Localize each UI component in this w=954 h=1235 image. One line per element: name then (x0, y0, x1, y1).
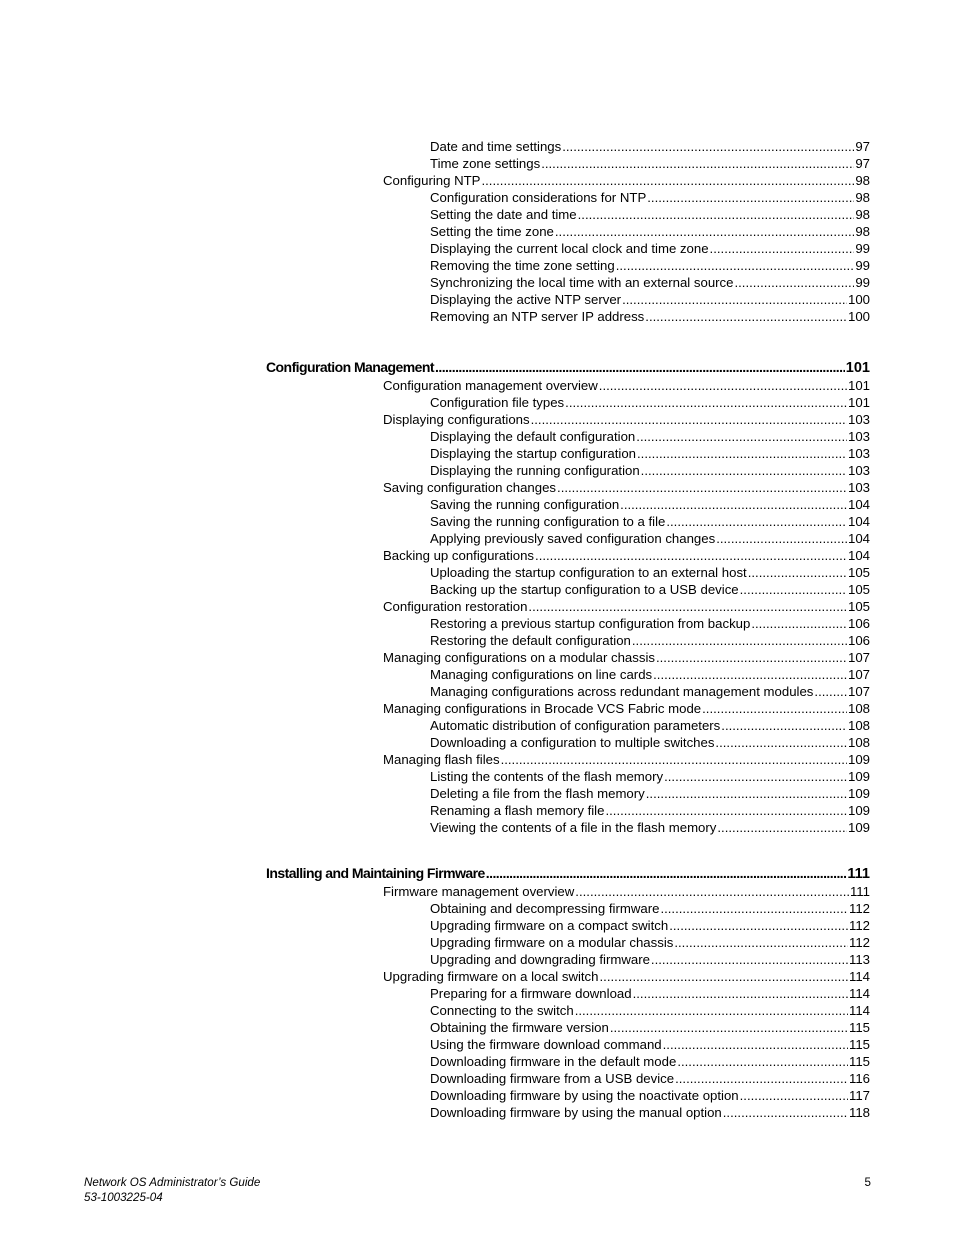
toc-subsection-entry[interactable] (430, 564, 870, 581)
toc-subsection-entry[interactable] (430, 666, 870, 683)
dot-leader (814, 683, 847, 700)
dot-leader (501, 751, 847, 768)
toc-section-entry[interactable] (383, 968, 870, 985)
toc-subsection-entry[interactable] (430, 394, 870, 411)
toc-entry-title: Managing configurations across redundant management modules (430, 684, 814, 699)
toc-entry-title: Downloading a configuration to multiple switches (430, 735, 715, 750)
toc-entry-page: 98 (855, 173, 870, 188)
dot-leader (645, 308, 847, 325)
toc-entry-page: 104 (847, 548, 870, 563)
toc-entry-page: 99 (855, 241, 870, 256)
dot-leader (677, 1053, 848, 1070)
dot-leader (664, 768, 847, 785)
toc-entry-page: 115 (848, 1037, 870, 1052)
toc-entry-page: 103 (847, 446, 870, 461)
toc-entry-title: Listing the contents of the flash memory (430, 769, 664, 784)
toc-entry-title: Obtaining and decompressing firmware (430, 901, 660, 916)
toc-entry-title: Downloading firmware by using the manual option (430, 1105, 722, 1120)
toc-entry-page: 101 (847, 395, 870, 410)
toc-chapter-installing-firmware (266, 863, 870, 1121)
toc-subsection-entry[interactable] (430, 513, 870, 530)
toc-entry-title: Viewing the contents of a file in the flash memory (430, 820, 717, 835)
toc-entry-page: 116 (848, 1071, 870, 1086)
dot-leader (740, 1087, 848, 1104)
dot-leader (557, 479, 847, 496)
toc-subsection-entry[interactable] (430, 206, 870, 223)
toc-entry-title: Displaying the current local clock and time zone (430, 241, 709, 256)
toc-chapter-configuration-management (266, 357, 870, 836)
toc-section-entry[interactable] (383, 883, 870, 900)
toc-subsection-entry[interactable] (430, 717, 870, 734)
toc-entry-page: 103 (847, 429, 870, 444)
toc-entry-title: Configuring NTP (383, 173, 481, 188)
toc-subsection-entry[interactable] (430, 1036, 870, 1053)
dot-leader (641, 462, 847, 479)
dot-leader (751, 615, 847, 632)
footer-doc-title: Network OS Administrator’s Guide (84, 1176, 261, 1189)
toc-entry-title: Displaying the running configuration (430, 463, 640, 478)
toc-section-entry[interactable] (383, 649, 870, 666)
dot-leader (622, 291, 847, 308)
dot-leader (636, 428, 847, 445)
toc-subsection-entry[interactable] (430, 985, 870, 1002)
toc-subsection-entry[interactable] (430, 900, 870, 917)
toc-entry-page: 103 (847, 480, 870, 495)
toc-subsection-entry[interactable] (430, 734, 870, 751)
dot-leader (669, 917, 848, 934)
toc-entry-page: 114 (848, 969, 870, 984)
toc-entry-title: Uploading the startup configuration to an external host (430, 565, 747, 580)
toc-subsection-entry[interactable] (430, 951, 870, 968)
toc-entry-title: Restoring a previous startup configuration from backup (430, 616, 751, 631)
toc-entry-title: Displaying the default configuration (430, 429, 636, 444)
toc-entry-page: 101 (845, 360, 870, 376)
dot-leader (660, 900, 848, 917)
toc-entry-page: 108 (847, 735, 870, 750)
dot-leader (616, 257, 855, 274)
toc-subsection-entry[interactable] (430, 138, 870, 155)
toc-entry-page: 106 (847, 616, 870, 631)
toc-entry-title: Upgrading and downgrading firmware (430, 952, 650, 967)
toc-entry-page: 109 (847, 769, 870, 784)
dot-leader (656, 649, 847, 666)
toc-entry-title: Installing and Maintaining Firmware (266, 865, 485, 881)
dot-leader (541, 155, 854, 172)
toc-entry-title: Managing configurations in Brocade VCS Fabric mode (383, 701, 702, 716)
toc-section-entry[interactable] (383, 479, 870, 496)
toc-entry-title: Saving configuration changes (383, 480, 557, 495)
toc-entry-title: Deleting a file from the flash memory (430, 786, 645, 801)
dot-leader (605, 802, 847, 819)
toc-entry-title: Managing configurations on line cards (430, 667, 653, 682)
toc-entry-title: Saving the running configuration to a file (430, 514, 666, 529)
toc-section-entry[interactable] (383, 547, 870, 564)
toc-chapter-entry[interactable] (266, 863, 870, 883)
toc-entry-page: 111 (847, 866, 870, 882)
toc-subsection-entry[interactable] (430, 428, 870, 445)
toc-entry-page: 115 (848, 1020, 870, 1035)
toc-subsection-entry[interactable] (430, 819, 870, 836)
toc-entry-title: Saving the running configuration (430, 497, 620, 512)
dot-leader (578, 206, 855, 223)
toc-entry-page: 113 (848, 952, 870, 967)
toc-section-entry[interactable] (383, 411, 870, 428)
dot-leader (632, 632, 847, 649)
toc-entry-title: Upgrading firmware on a compact switch (430, 918, 669, 933)
toc-subsection-entry[interactable] (430, 934, 870, 951)
toc-entry-page: 114 (848, 1003, 870, 1018)
dot-leader (435, 357, 845, 377)
toc-subsection-entry[interactable] (430, 291, 870, 308)
toc-subsection-entry[interactable] (430, 240, 870, 257)
toc-entry-title: Automatic distribution of configuration parameters (430, 718, 721, 733)
toc-entry-title: Firmware management overview (383, 884, 575, 899)
toc-subsection-entry[interactable] (430, 802, 870, 819)
toc-entry-title: Configuration management overview (383, 378, 598, 393)
dot-leader (717, 819, 847, 836)
toc-entry-page: 99 (855, 275, 870, 290)
dot-leader (535, 547, 847, 564)
toc-subsection-entry[interactable] (430, 530, 870, 547)
dot-leader (528, 598, 847, 615)
toc-subsection-entry[interactable] (430, 1053, 870, 1070)
toc-subsection-entry[interactable] (430, 189, 870, 206)
toc-entry-title: Downloading firmware by using the noactivate option (430, 1088, 739, 1103)
toc-subsection-entry[interactable] (430, 445, 870, 462)
toc-entry-title: Managing configurations on a modular chassis (383, 650, 655, 665)
toc-entry-title: Removing the time zone setting (430, 258, 615, 273)
toc-entry-page: 100 (847, 309, 870, 324)
toc-section-entry[interactable] (383, 377, 870, 394)
toc-entry-page: 111 (849, 884, 870, 899)
toc-entry-page: 109 (847, 786, 870, 801)
toc-subsection-entry[interactable] (430, 274, 870, 291)
toc-entry-page: 108 (847, 718, 870, 733)
dot-leader (565, 394, 847, 411)
dot-leader (633, 985, 848, 1002)
toc-entry-title: Backing up configurations (383, 548, 535, 563)
dot-leader (531, 411, 847, 428)
toc-entry-title: Configuration Management (266, 359, 435, 375)
toc-entry-page: 112 (848, 901, 870, 916)
dot-leader (646, 785, 847, 802)
toc-section-entry[interactable] (383, 751, 870, 768)
dot-leader (663, 1036, 848, 1053)
toc-entry-page: 103 (847, 412, 870, 427)
dot-leader (740, 581, 847, 598)
footer-doc-number: 53-1003225-04 (84, 1191, 163, 1204)
toc-entry-title: Displaying the startup configuration (430, 446, 636, 461)
toc-entry-page: 97 (855, 156, 870, 171)
toc-entry-page: 107 (847, 667, 870, 682)
dot-leader (481, 172, 854, 189)
dot-leader (748, 564, 847, 581)
toc-entry-title: Connecting to the switch (430, 1003, 574, 1018)
toc-subsection-entry[interactable] (430, 581, 870, 598)
toc-subsection-entry[interactable] (430, 308, 870, 325)
toc-entry-page: 107 (847, 650, 870, 665)
toc-entry-title: Preparing for a firmware download (430, 986, 632, 1001)
toc-entry-page: 105 (847, 582, 870, 597)
dot-leader (653, 666, 847, 683)
toc-entry-title: Managing flash files (383, 752, 500, 767)
toc-entry-page: 97 (855, 139, 870, 154)
toc-entry-page: 118 (848, 1105, 870, 1120)
toc-entry-title: Obtaining the firmware version (430, 1020, 609, 1035)
toc-subsection-entry[interactable] (430, 462, 870, 479)
toc-subsection-entry[interactable] (430, 155, 870, 172)
dot-leader (599, 377, 847, 394)
toc-entry-title: Downloading firmware in the default mode (430, 1054, 677, 1069)
toc-entry-page: 115 (848, 1054, 870, 1069)
toc-entry-page: 104 (847, 514, 870, 529)
toc-entry-page: 100 (847, 292, 870, 307)
dot-leader (575, 883, 849, 900)
toc-entry-title: Configuration restoration (383, 599, 528, 614)
toc-entry-title: Upgrading firmware on a modular chassis (430, 935, 674, 950)
toc-entry-page: 105 (847, 565, 870, 580)
toc-subsection-entry[interactable] (430, 768, 870, 785)
toc-entry-page: 98 (855, 207, 870, 222)
toc-subsection-entry[interactable] (430, 1002, 870, 1019)
toc-entry-page: 109 (847, 803, 870, 818)
dot-leader (716, 530, 847, 547)
dot-leader (575, 1002, 848, 1019)
toc-subsection-entry[interactable] (430, 683, 870, 700)
dot-leader (702, 700, 847, 717)
dot-leader (710, 240, 855, 257)
toc-subsection-entry[interactable] (430, 1070, 870, 1087)
toc-subsection-entry[interactable] (430, 1019, 870, 1036)
toc-entry-page: 98 (855, 224, 870, 239)
toc-entry-page: 104 (847, 531, 870, 546)
toc-entry-title: Backing up the startup configuration to a USB device (430, 582, 739, 597)
dot-leader (715, 734, 847, 751)
toc-continuation (266, 138, 870, 325)
dot-leader (555, 223, 854, 240)
toc-subsection-entry[interactable] (430, 632, 870, 649)
toc-subsection-entry[interactable] (430, 223, 870, 240)
toc-entry-page: 99 (855, 258, 870, 273)
dot-leader (723, 1104, 848, 1121)
toc-entry-title: Date and time settings (430, 139, 562, 154)
toc-entry-page: 105 (847, 599, 870, 614)
toc-entry-page: 107 (847, 684, 870, 699)
toc-section-entry[interactable] (383, 172, 870, 189)
toc-entry-title: Using the firmware download command (430, 1037, 662, 1052)
toc-entry-title: Downloading firmware from a USB device (430, 1071, 675, 1086)
dot-leader (666, 513, 847, 530)
dot-leader (674, 934, 848, 951)
dot-leader (647, 189, 854, 206)
toc-section-entry[interactable] (383, 700, 870, 717)
dot-leader (675, 1070, 848, 1087)
dot-leader (486, 863, 847, 883)
toc-entry-page: 106 (847, 633, 870, 648)
toc-entry-title: Removing an NTP server IP address (430, 309, 645, 324)
toc-entry-title: Setting the date and time (430, 207, 577, 222)
toc-entry-title: Configuration file types (430, 395, 565, 410)
toc-entry-title: Configuration considerations for NTP (430, 190, 647, 205)
toc-chapter-entry[interactable] (266, 357, 870, 377)
toc-subsection-entry[interactable] (430, 917, 870, 934)
dot-leader (600, 968, 848, 985)
toc-subsection-entry[interactable] (430, 1104, 870, 1121)
dot-leader (610, 1019, 848, 1036)
toc-entry-page: 117 (848, 1088, 870, 1103)
toc-entry-title: Displaying the active NTP server (430, 292, 622, 307)
toc-entry-title: Upgrading firmware on a local switch (383, 969, 599, 984)
toc-entry-page: 114 (848, 986, 870, 1001)
dot-leader (734, 274, 854, 291)
toc-subsection-entry[interactable] (430, 257, 870, 274)
toc-subsection-entry[interactable] (430, 615, 870, 632)
toc-entry-page: 98 (855, 190, 870, 205)
toc-entry-page: 109 (847, 820, 870, 835)
toc-entry-page: 112 (848, 918, 870, 933)
toc-entry-page: 109 (847, 752, 870, 767)
toc-subsection-entry[interactable] (430, 496, 870, 513)
toc-entry-title: Renaming a flash memory file (430, 803, 605, 818)
page-footer (84, 1175, 871, 1205)
toc-entry-page: 101 (847, 378, 870, 393)
dot-leader (637, 445, 847, 462)
toc-entry-page: 104 (847, 497, 870, 512)
dot-leader (651, 951, 848, 968)
toc-entry-page: 108 (847, 701, 870, 716)
dot-leader (562, 138, 854, 155)
toc-subsection-entry[interactable] (430, 785, 870, 802)
toc-entry-page: 112 (848, 935, 870, 950)
toc-entry-page: 103 (847, 463, 870, 478)
dot-leader (721, 717, 847, 734)
toc-entry-title: Setting the time zone (430, 224, 554, 239)
toc-subsection-entry[interactable] (430, 1087, 870, 1104)
footer-page-number: 5 (864, 1176, 871, 1189)
toc-entry-title: Time zone settings (430, 156, 541, 171)
toc-entry-title: Applying previously saved configuration changes (430, 531, 716, 546)
dot-leader (620, 496, 847, 513)
toc-section-entry[interactable] (383, 598, 870, 615)
toc-entry-title: Displaying configurations (383, 412, 530, 427)
toc-entry-title: Synchronizing the local time with an external source (430, 275, 734, 290)
toc-entry-title: Restoring the default configuration (430, 633, 631, 648)
